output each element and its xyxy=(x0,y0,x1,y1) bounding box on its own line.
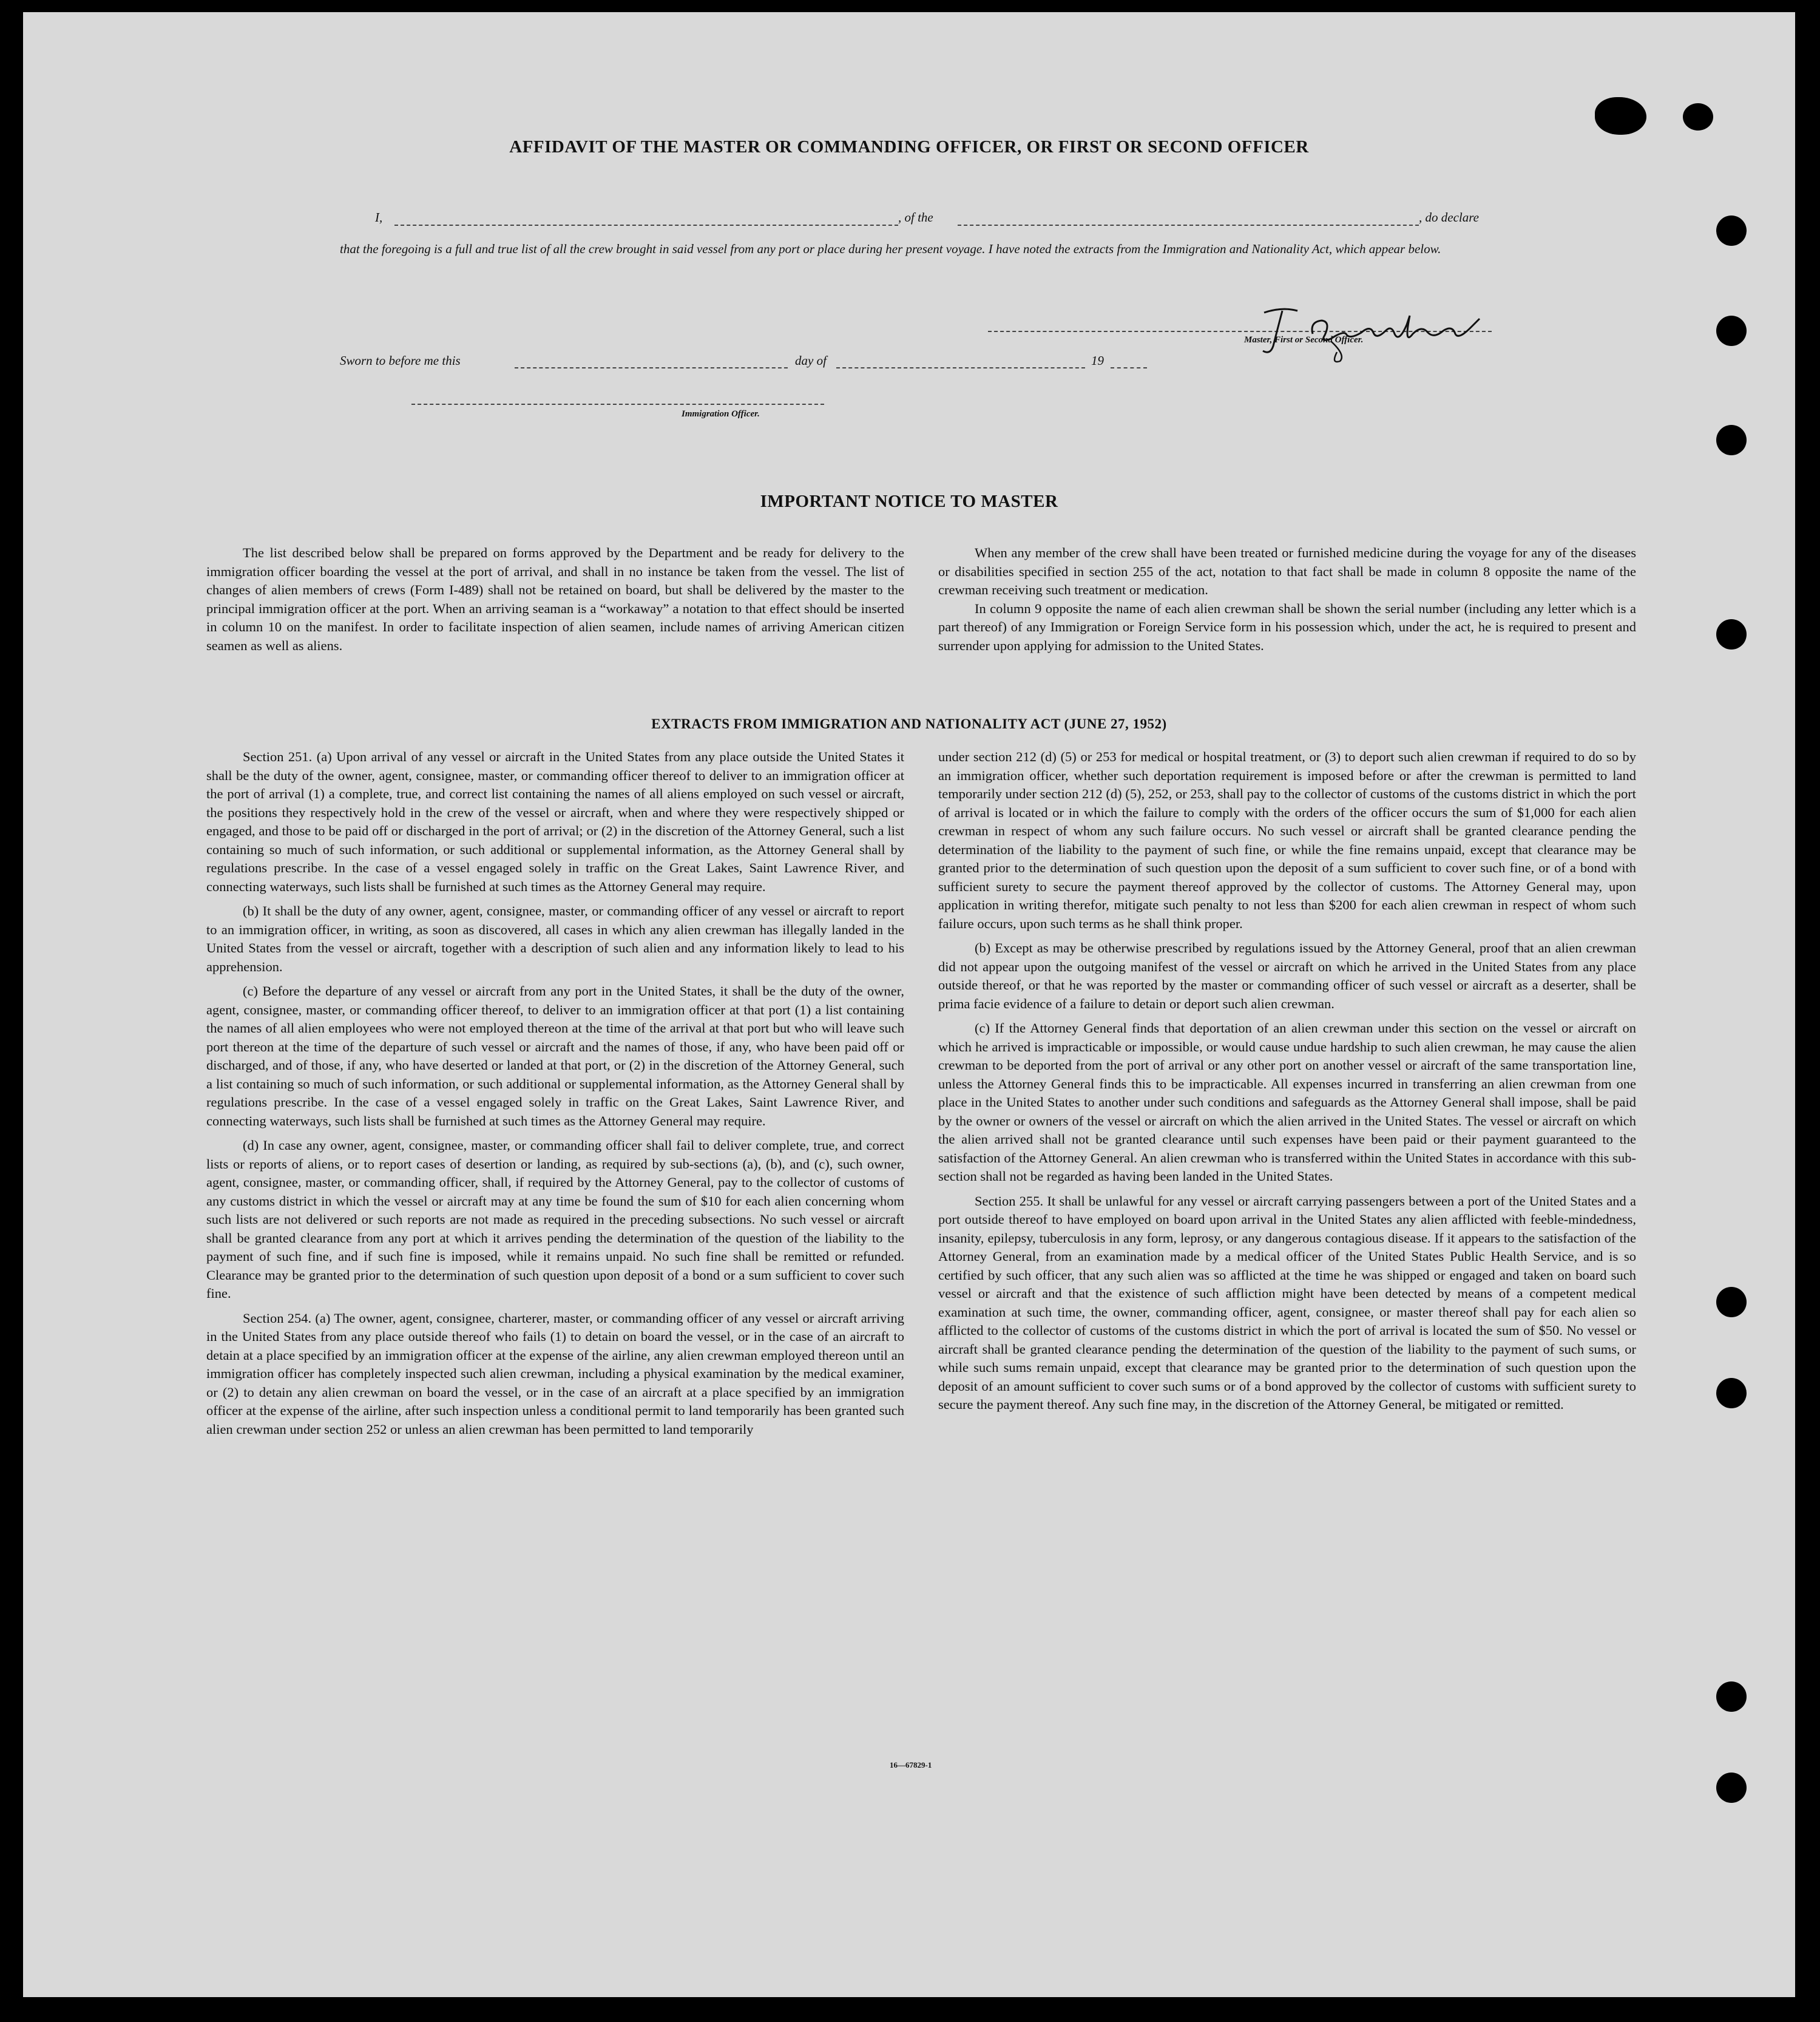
of-the-label: , of the xyxy=(898,210,933,225)
binder-hole xyxy=(1716,316,1747,346)
notice-title: IMPORTANT NOTICE TO MASTER xyxy=(760,492,1058,511)
section-251a: Section 251. (a) Upon arrival of any vessel or aircraft in the United States from any place outside the United States it shall be the duty of the owner, agent, consignee, master, or commanding officer thereof to deliver to an immigration officer at the port of arrival (1) a complete, true, and correct list containing the names of all aliens employed on such vessel or aircraft, the positions they respectively hold in the crew of the vessel or aircraft, when and where they were respectively shipped or engaged, and those to be paid off or discharged in the port of arrival; or (2) in the discretion of the Attorney General, such a list containing so much of such information, or such additional or supplemental information, as the Attorney General shall by regulations prescribe. In the case of a vessel engaged solely in traffic on the Great Lakes, Saint Lawrence River, and connecting waterways, such lists shall be furnished at such times as the Attorney General may require. xyxy=(206,749,904,894)
binder-hole xyxy=(1716,215,1747,246)
extracts-right-column xyxy=(938,748,1636,1420)
ink-blot xyxy=(1595,97,1646,135)
i-label: I, xyxy=(375,210,383,225)
section-251b: (b) It shall be the duty of any owner, agent, consignee, master, or commanding officer of any vessel or aircraft to report to an immigration officer, in writing, as soon as discovered, all cases in which any alien crewman has illegally landed in the United States from the vessel or aircraft, together with a description of such alien and any information likely to lead to his apprehension. xyxy=(206,903,904,974)
affidavit-title: AFFIDAVIT OF THE MASTER OR COMMANDING OFFICER, OR FIRST OR SECOND OFFICER xyxy=(509,137,1309,157)
binder-hole xyxy=(1716,1681,1747,1712)
notice-right-column xyxy=(938,544,1636,661)
notice-right-paragraph-1: When any member of the crew shall have been treated or furnished medicine during the voyage for any of the diseases or disabilities specified in section 255 of the act, notation to that fact shall be made in column 8 opposite the name of the crewman receiving such treatment or medication. xyxy=(938,545,1636,597)
section-254b: (b) Except as may be otherwise prescribed by regulations issued by the Attorney General, proof that an alien crewman did not appear upon the outgoing manifest of the vessel or aircraft on which he arrived in the United States from any place outside thereof, or that he was reported by the master or commanding officer of such vessel or aircraft as a deserter, shall be prima facie evidence of a failure to detain or deport such alien crewman. xyxy=(938,940,1636,1011)
binder-hole xyxy=(1716,1773,1747,1803)
binder-hole xyxy=(1716,1287,1747,1317)
officer-caption: Immigration Officer. xyxy=(682,409,760,419)
binder-hole xyxy=(1716,425,1747,455)
sworn-year-blank[interactable] xyxy=(1111,367,1147,368)
section-255: Section 255. It shall be unlawful for any vessel or aircraft carrying passengers between a port of the United States and a port outside thereof to have employed on board upon arrival in the United States any alien afflicted with feeble-mindedness, insanity, epilepsy, tuberculosis in any form, leprosy, or any dangerous contagious disease. If it appears to the satisfaction of the Attorney General, from an examination made by a medical officer of the United States Public Health Service, and is so certified by such officer, that any such alien was so afflicted at the time he was shipped or engaged and taken on board such vessel or aircraft and that the existence of such affliction might have been detected by means of a competent medical examination at such time, the owner, commanding officer, agent, consignee, or master thereof shall pay for each alien so afflicted to the collector of customs of the customs district in which the port of arrival is located the sum of $50. No vessel or aircraft shall be granted clearance pending the determination of the question of the liability to the payment of such sums, or while such sums remain unpaid, except that clearance may be granted prior to the determination of such question upon the deposit of an amount sufficient to cover such sums or of a bond approved by the collector of customs with sufficient surety to secure the payment thereof. Any such fine may, in the discretion of the Attorney General, be mitigated or remitted. xyxy=(938,1193,1636,1412)
extracts-title: EXTRACTS FROM IMMIGRATION AND NATIONALITY ACT (JUNE 27, 1952) xyxy=(651,716,1167,731)
extracts-left-column xyxy=(206,748,904,1445)
section-251d: (d) In case any owner, agent, consignee, master, or commanding officer shall fail to deliver complete, true, and correct lists or reports of aliens, or to report cases of desertion or landing, as required by sub-sections (a), (b), and (c), such owner, agent, consignee, master, or commanding officer, shall, if required by the Attorney General, pay to the collector of customs of any customs district in which the vessel or aircraft may at any time be found the sum of $10 for each alien concerning whom such lists are not delivered or such reports are not made as required in the preceding subsections. No such vessel or aircraft shall be granted clearance from any port at which it arrives pending the determination of the question of the liability to the payment of such fine, and if such fine is imposed, while it remains unpaid. No such fine shall be remitted or refunded. Clearance may be granted prior to the determination of such question upon deposit of a bond or a sum sufficient to cover such fine. xyxy=(206,1138,904,1301)
section-254a: Section 254. (a) The owner, agent, consignee, charterer, master, or commanding officer of any vessel or aircraft arriving in the United States from any place outside thereof who fails (1) to detain on board the vessel, or in the case of an aircraft to detain at a place specified by an immigration officer at the expense of the airline, any alien crewman employed thereon until an immigration officer has completely inspected such alien crewman, including a physical examination by the medical examiner, or (2) to detain any alien crewman on board the vessel, or in the case of an aircraft at a place specified by an immigration officer at the expense of the airline, after such inspection unless a conditional permit to land temporarily has been granted such alien crewman under section 252 or unless an alien crewman has been permitted to land temporarily xyxy=(206,1310,904,1437)
section-251c: (c) Before the departure of any vessel or aircraft from any port in the United States, it shall be the duty of the owner, agent, consignee, master, or commanding officer thereof, to deliver to an immigration officer at that port (1) a list containing the names of all alien employees who were not employed thereon at the time of the arrival at that port but who will leave such port thereon at the time of the departure of such vessel or aircraft and the names of those, if any, who have been paid off or discharged, and of those, if any, who have deserted or landed at that port, or (2) in the discretion of the Attorney General, such a list containing so much of such information, or such additional or supplemental information, as the Attorney General shall by regulations prescribe. In the case of a vessel engaged solely in traffic on the Great Lakes, Saint Lawrence River, and connecting waterways, such lists shall be furnished at such times as the Attorney General may require. xyxy=(206,983,904,1128)
year-label: 19 xyxy=(1091,353,1104,368)
signature-caption: Master, First or Second Officer. xyxy=(1244,335,1364,345)
affidavit-statement: that the foregoing is a full and true list of all the crew brought in said vessel from any port or place during her present voyage. I have noted the extracts from the Immigration and Nationality Act, which appear below. xyxy=(340,242,1441,256)
sworn-label: Sworn to before me this xyxy=(340,353,461,368)
notice-left-paragraph: The list described below shall be prepared on forms approved by the Department and be ready for delivery to the immigration officer boarding the vessel at the port of arrival, and shall in no instance be taken from the vessel. The list of changes of alien members of crews (Form I-489) shall not be retained on board, but shall be delivered by the master to the principal immigration officer at the port. When an arriving seaman is a “workaway” a notation to that effect should be inserted in column 10 on the manifest. In order to facilitate inspection of alien seamen, include names of arriving American citizen seamen as well as aliens. xyxy=(206,545,904,653)
do-declare-label: , do declare xyxy=(1419,210,1479,225)
handwritten-signature xyxy=(1240,297,1495,364)
section-254c: (c) If the Attorney General finds that deportation of an alien crewman under this section on the vessel or aircraft on which he arrived is impracticable or impossible, or would cause undue hardship to such alien crewman, he may cause the alien crewman to be deported from the port of arrival or any other port on another vessel or aircraft of the same transportation line, unless the Attorney General finds this to be impracticable. All expenses incurred in transferring an alien crewman from one place in the United States to another under such conditions and safeguards as the Attorney General shall impose, shall be paid by the owner or owners of the vessel or aircraft on which the alien arrived in the United States. The vessel or aircraft on which the alien arrived shall not be granted clearance until such expenses have been paid or their payment guaranteed to the satisfaction of the Attorney General. An alien crewman who is transferred within the United States in accordance with this sub-section shall not be regarded as having been landed in the United States. xyxy=(938,1020,1636,1184)
notice-right-paragraph-2: In column 9 opposite the name of each alien crewman shall be shown the serial number (including any letter which is a part thereof) of any Immigration or Foreign Service form in his possession which, under the act, he is required to present and surrender upon applying for admission to the United States. xyxy=(938,600,1636,653)
ink-blot xyxy=(1683,103,1713,131)
officer-signature-blank[interactable] xyxy=(411,404,824,405)
form-number: 16—67829-1 xyxy=(890,1760,932,1769)
day-of-label: day of xyxy=(795,353,827,368)
notice-left-column xyxy=(206,544,904,661)
sworn-month-blank[interactable] xyxy=(836,367,1085,368)
name-blank[interactable] xyxy=(394,225,898,226)
sworn-day-blank[interactable] xyxy=(515,367,788,368)
binder-hole xyxy=(1716,1378,1747,1408)
section-254a-continued: under section 212 (d) (5) or 253 for medical or hospital treatment, or (3) to deport such alien crewman if required to do so by an immigration officer, whether such deportation requirement is imposed before or after the crewman is permitted to land temporarily under section 212 (d) (5), 252, or 253, shall pay to the collector of customs of the customs district in which the port of arrival is located or in which the failure to comply with the orders of the officer occurs the sum of $1,000 for each alien crewman in respect of whom any such failure occurs. No such vessel or aircraft shall be granted clearance pending the determination of the liability to the payment of such fine, or while the fine remains unpaid, except that clearance may be granted prior to the determination of such question upon the deposit of a sum sufficient to cover such fine, or of a bond with sufficient surety to secure the payment thereof approved by the collector of customs. The Attorney General may, upon application in writing therefor, mitigate such penalty to not less than $200 for each alien crewman in respect of whom such failure occurs, upon such terms as he shall think proper. xyxy=(938,749,1636,931)
document-page xyxy=(23,12,1795,1997)
binder-hole xyxy=(1716,619,1747,650)
vessel-blank[interactable] xyxy=(958,225,1419,226)
